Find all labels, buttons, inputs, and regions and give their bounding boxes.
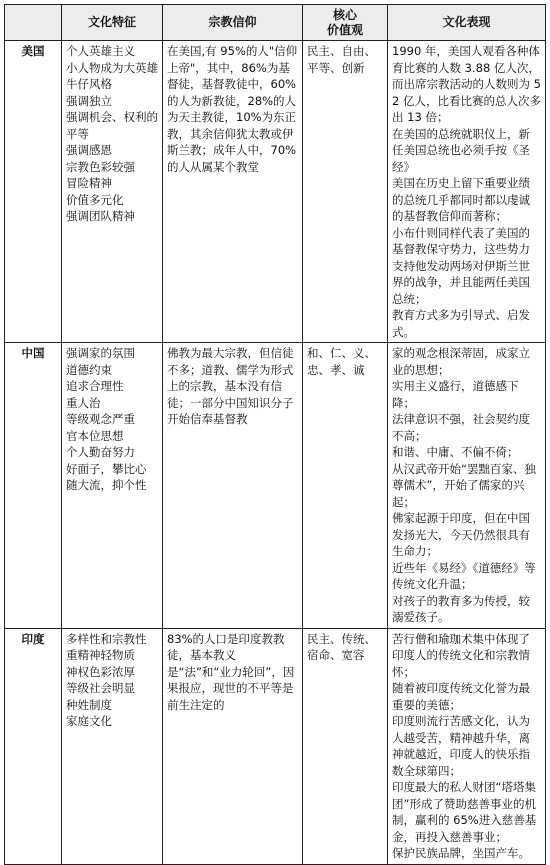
trait-item: 神权色彩浓厚 bbox=[66, 664, 135, 679]
trait-item: 重精神轻物质 bbox=[66, 648, 135, 662]
values-cell bbox=[303, 41, 388, 343]
trait-item: 宗教色彩较强 bbox=[66, 159, 135, 174]
religion-text: 佛教为最大宗教，但信徒不多；道教、儒学为形式上的宗教，基本没有信徒；一部分中国知识分子开始信奉基督教 bbox=[167, 346, 294, 426]
trait-item: 牛仔风格 bbox=[66, 77, 112, 91]
country-cell: 中国 bbox=[5, 343, 62, 629]
religion-text: 在美国,有 95%的人"信仰上帝"，其中，86%为基督徒，基督教徒中，60%的人为新教徒，28%的人为天主教徒，10%为东正教，其余信仰犹太教或伊斯兰教；成年人中，70%的人从属某个教堂 bbox=[167, 44, 298, 174]
header-traits: 文化特征 bbox=[62, 5, 163, 41]
expression-item: 保护民族品牌，坐国产车。 bbox=[392, 846, 530, 860]
expression-item: 印度则流行苦感文化，认为人越受苦，精神越升华，离神就越近，印度人的快乐指数全球第四； bbox=[392, 714, 530, 778]
values-text: 和、仁、义、忠、孝、诚 bbox=[307, 346, 376, 377]
trait-item: 个人勤奋努力 bbox=[66, 445, 135, 459]
values-text: 民主、传统、宿命、宽容 bbox=[307, 631, 376, 662]
religion-text: 83%的人口是印度教教徒，基本教义是“法”和“业力轮回”，因果报应，现世的不平等是前生注定的 bbox=[167, 631, 295, 712]
trait-item: 价值多元化 bbox=[66, 192, 124, 207]
trait-item: 强调团队精神 bbox=[66, 209, 135, 223]
table-row bbox=[5, 628, 546, 864]
expression-item: 法律意识不强，社会契约度不高； bbox=[392, 412, 530, 443]
expression-item: 1990 年，美国人观看各种体育比赛的人数 3.88 亿人次，而出席宗教活动的人数则为 52 亿人，比看比赛的总人次多出 13 倍； bbox=[392, 44, 541, 124]
trait-item: 道德约束 bbox=[66, 362, 112, 377]
expression-item: 小布什则同样代表了美国的基督教保守势力，这些势力支持他发动两场对伊斯兰世界的战争，并且能两任美国总统； bbox=[392, 225, 530, 306]
header-expression: 文化表现 bbox=[388, 5, 546, 41]
expression-item: 近些年《易经》《道德经》等传统文化升温； bbox=[392, 560, 536, 591]
header-religion: 宗教信仰 bbox=[163, 5, 303, 41]
expression-cell bbox=[388, 343, 546, 629]
expression-item: 印度最大的私人财团“塔塔集团”形成了赞助慈善事业的机制，赢利的 65%进入慈善基金，再投入慈善事业； bbox=[392, 780, 537, 844]
religion-cell bbox=[163, 41, 303, 343]
trait-item: 重人治 bbox=[66, 395, 101, 410]
country-cell: 美国 bbox=[5, 41, 62, 343]
header-country bbox=[5, 5, 62, 41]
religion-cell bbox=[163, 628, 303, 864]
table-row bbox=[5, 41, 546, 343]
expression-cell bbox=[388, 41, 546, 343]
header-row bbox=[5, 5, 546, 41]
expression-item: 从汉武帝开始“罢黜百家、独尊儒术”，开始了儒家的兴起； bbox=[392, 461, 536, 509]
trait-item: 多样性和宗教性 bbox=[66, 631, 147, 646]
expression-item: 佛家起源于印度，但在中国发扬光大，今天仍然很具有生命力； bbox=[392, 511, 530, 558]
expression-item: 家的观念根深蒂固，成家立业的思想； bbox=[392, 346, 530, 377]
expression-item: 苦行僧和瑜珈术集中体现了印度人的传统文化和宗教情怀； bbox=[392, 631, 530, 679]
values-cell bbox=[303, 343, 388, 629]
trait-item: 冒险精神 bbox=[66, 176, 112, 190]
expression-item: 美国在历史上留下重要业绩的总统几乎都同时都以虔诚的基督教信仰而著称； bbox=[392, 176, 530, 223]
expression-item: 对孩子的教育多为传授，较溺爱孩子。 bbox=[392, 593, 530, 624]
country-cell: 印度 bbox=[5, 628, 62, 864]
values-text: 民主、自由、平等、创新 bbox=[307, 44, 376, 75]
trait-item: 等级观念严重 bbox=[66, 412, 135, 426]
trait-item: 强调家的氛围 bbox=[66, 346, 135, 360]
traits-cell bbox=[62, 41, 163, 343]
expression-item: 在美国的总统就职仪上，新任美国总统也必须手按《圣经》 bbox=[392, 126, 530, 174]
trait-item: 官本位思想 bbox=[66, 428, 124, 443]
table-row bbox=[5, 343, 546, 629]
religion-cell bbox=[163, 343, 303, 629]
header-values: 核心 价值观 bbox=[303, 5, 388, 41]
trait-item: 好面子，攀比心 bbox=[66, 461, 147, 476]
values-cell bbox=[303, 628, 388, 864]
expression-item: 和谐、中庸、不偏不倚； bbox=[392, 445, 519, 459]
traits-cell bbox=[62, 343, 163, 629]
trait-item: 家庭文化 bbox=[66, 714, 112, 728]
trait-item: 小人物成为大英雄 bbox=[66, 60, 158, 75]
expression-item: 实用主义盛行，道德感下降； bbox=[392, 379, 519, 410]
trait-item: 强调机会、权利的平等 bbox=[66, 110, 158, 141]
culture-comparison-table bbox=[4, 4, 546, 865]
trait-item: 随大流，抑个性 bbox=[66, 478, 147, 492]
expression-item: 教育方式多为引导式、启发式。 bbox=[392, 308, 530, 339]
traits-cell bbox=[62, 628, 163, 864]
trait-item: 强调独立 bbox=[66, 93, 112, 108]
expression-cell bbox=[388, 628, 546, 864]
trait-item: 追求合理性 bbox=[66, 379, 124, 393]
expression-item: 随着被印度传统文化誉为最重要的美德； bbox=[392, 681, 530, 712]
trait-item: 等级社会明显 bbox=[66, 681, 135, 695]
trait-item: 种姓制度 bbox=[66, 697, 112, 712]
trait-item: 个人英雄主义 bbox=[66, 44, 135, 58]
trait-item: 强调感恩 bbox=[66, 143, 112, 157]
